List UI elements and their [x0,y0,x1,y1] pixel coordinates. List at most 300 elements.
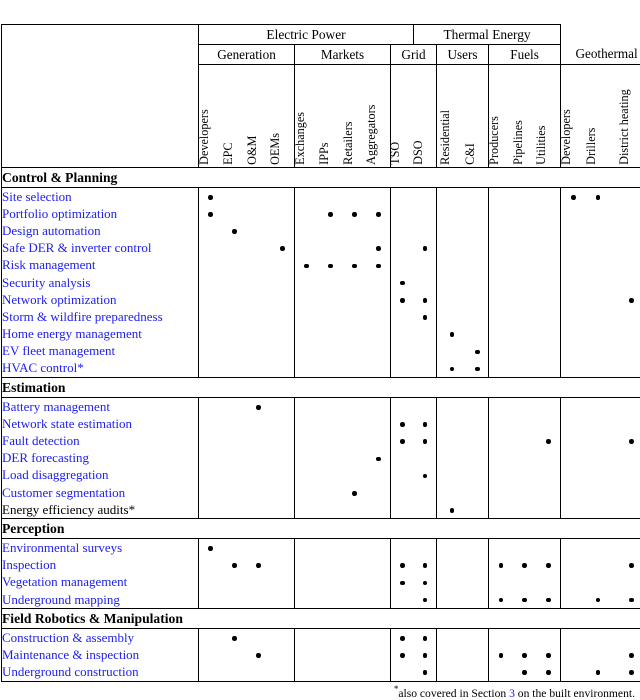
matrix-cell-empty [271,501,295,519]
matrix-cell-empty [489,188,513,206]
matrix-cell-empty [391,591,414,609]
matrix-cell-empty [611,467,640,484]
matrix-cell-marked [537,557,561,574]
matrix-cell-empty [247,360,271,378]
table-row [2,308,640,325]
matrix-cell-empty [586,450,611,467]
matrix-cell-marked [414,240,437,257]
matrix-cell-empty [513,398,537,416]
matrix-cell-empty [561,205,586,222]
section-title-perception: Perception [2,519,640,539]
matrix-cell-empty [295,432,319,449]
matrix-cell-empty [367,326,391,343]
matrix-cell-empty [561,274,586,291]
matrix-cell-empty [319,360,343,378]
matrix-cell-empty [271,415,295,432]
table-row [2,646,640,663]
column-header-label: Residential [439,110,452,165]
matrix-cell-marked [467,343,489,360]
matrix-cell-empty [343,629,367,647]
matrix-cell-empty [437,484,467,501]
matrix-cell-empty [247,257,271,274]
matrix-cell-empty [199,646,223,663]
dot-marker-icon [352,491,357,496]
column-header-label: O&M [246,136,259,165]
dot-marker-icon [499,563,504,568]
matrix-cell-empty [537,188,561,206]
dot-marker-icon [423,422,428,427]
matrix-cell-empty [467,188,489,206]
matrix-cell-empty [319,664,343,682]
row-label-hvac-control[interactable]: HVAC control* [2,360,199,378]
header-subgroup-users: Users [437,45,489,65]
dot-marker-icon [596,195,601,200]
row-label-portfolio-optimization[interactable]: Portfolio optimization [2,205,199,222]
matrix-cell-empty [295,240,319,257]
matrix-cell-empty [199,360,223,378]
matrix-cell-empty [223,257,247,274]
matrix-cell-marked [295,257,319,274]
dot-marker-icon [475,350,480,355]
row-label-network-state-estimation[interactable]: Network state estimation [2,415,199,432]
matrix-cell-empty [391,308,414,325]
matrix-cell-marked [414,629,437,647]
row-label-inspection[interactable]: Inspection [2,557,199,574]
matrix-cell-empty [467,398,489,416]
matrix-cell-empty [586,467,611,484]
matrix-cell-empty [271,591,295,609]
matrix-cell-empty [513,240,537,257]
matrix-cell-empty [467,308,489,325]
table-row [2,274,640,291]
header-subgroup-geothermal: Geothermal [561,45,640,65]
matrix-cell-empty [437,343,467,360]
section-header-row [2,378,640,398]
matrix-cell-empty [271,539,295,557]
matrix-cell-empty [199,557,223,574]
matrix-cell-marked [586,664,611,682]
matrix-cell-marked [611,646,640,663]
matrix-cell-empty [437,432,467,449]
matrix-cell-empty [223,291,247,308]
matrix-cell-empty [223,398,247,416]
matrix-cell-empty [247,240,271,257]
matrix-cell-marked [319,257,343,274]
matrix-cell-empty [295,664,319,682]
matrix-cell-empty [586,501,611,519]
matrix-cell-empty [343,274,367,291]
matrix-cell-empty [414,484,437,501]
dot-marker-icon [400,281,405,286]
matrix-cell-empty [611,539,640,557]
matrix-cell-empty [611,308,640,325]
matrix-cell-empty [437,240,467,257]
matrix-cell-empty [561,574,586,591]
matrix-cell-empty [295,205,319,222]
row-label-underground-construction[interactable]: Underground construction [2,664,199,682]
matrix-cell-empty [467,484,489,501]
header-corner-stub-3 [2,65,199,168]
matrix-cell-empty [223,274,247,291]
matrix-cell-empty [367,557,391,574]
matrix-cell-marked [391,629,414,647]
matrix-cell-empty [319,343,343,360]
matrix-cell-empty [513,629,537,647]
matrix-cell-empty [319,450,343,467]
matrix-cell-empty [437,398,467,416]
matrix-cell-empty [271,291,295,308]
matrix-cell-empty [199,240,223,257]
matrix-cell-empty [319,415,343,432]
header-subgroup-generation: Generation [199,45,295,65]
matrix-cell-empty [271,205,295,222]
dot-marker-icon [400,422,405,427]
matrix-cell-empty [295,501,319,519]
matrix-cell-empty [513,326,537,343]
matrix-cell-empty [343,291,367,308]
dot-marker-icon [629,439,634,444]
matrix-cell-empty [319,501,343,519]
row-label-safe-der-inverter-control[interactable]: Safe DER & inverter control [2,240,199,257]
dot-marker-icon [450,508,455,513]
row-label-underground-mapping[interactable]: Underground mapping [2,591,199,609]
matrix-cell-marked [343,205,367,222]
matrix-cell-empty [271,257,295,274]
matrix-cell-marked [467,360,489,378]
dot-marker-icon [546,670,551,675]
column-header-developers [199,65,223,168]
matrix-cell-empty [561,257,586,274]
matrix-cell-marked [537,664,561,682]
matrix-cell-empty [437,646,467,663]
dot-marker-icon [423,598,428,603]
matrix-cell-empty [561,450,586,467]
table-row [2,591,640,609]
matrix-cell-empty [561,557,586,574]
row-label-environmental-surveys[interactable]: Environmental surveys [2,539,199,557]
matrix-cell-empty [467,274,489,291]
matrix-cell-empty [199,274,223,291]
matrix-cell-empty [537,308,561,325]
matrix-cell-marked [611,557,640,574]
footnote-section-ref[interactable]: 3 [509,687,515,700]
matrix-cell-empty [489,467,513,484]
dot-marker-icon [423,298,428,303]
matrix-cell-empty [586,398,611,416]
row-label-construction-assembly[interactable]: Construction & assembly [2,629,199,647]
column-header-label: District heating [619,90,632,165]
matrix-cell-empty [611,484,640,501]
table-row [2,574,640,591]
matrix-cell-empty [343,501,367,519]
matrix-cell-marked [537,432,561,449]
matrix-cell-empty [437,274,467,291]
matrix-cell-marked [414,308,437,325]
column-header-label: Drillers [585,128,598,165]
matrix-cell-empty [295,484,319,501]
footnote-text-after: on the built environment. [515,687,635,700]
matrix-cell-empty [367,360,391,378]
row-label-home-energy-management[interactable]: Home energy management [2,326,199,343]
table-row [2,450,640,467]
matrix-cell-empty [561,629,586,647]
column-header-tso [391,65,414,168]
matrix-cell-empty [343,398,367,416]
matrix-cell-empty [561,308,586,325]
matrix-cell-empty [561,343,586,360]
matrix-cell-empty [537,484,561,501]
matrix-cell-empty [537,205,561,222]
matrix-cell-marked [537,591,561,609]
matrix-cell-empty [199,501,223,519]
matrix-cell-empty [247,664,271,682]
matrix-cell-marked [414,557,437,574]
matrix-cell-empty [437,591,467,609]
matrix-cell-empty [199,574,223,591]
matrix-cell-empty [247,291,271,308]
top-spacer [0,0,640,12]
dot-marker-icon [400,439,405,444]
table-row [2,360,640,378]
matrix-cell-marked [586,591,611,609]
matrix-cell-marked [561,188,586,206]
dot-marker-icon [304,264,309,269]
matrix-cell-empty [489,574,513,591]
header-rotated-row [2,65,640,168]
matrix-cell-empty [271,343,295,360]
matrix-cell-empty [391,326,414,343]
matrix-cell-empty [537,629,561,647]
matrix-cell-empty [561,501,586,519]
matrix-cell-empty [489,450,513,467]
matrix-cell-empty [489,664,513,682]
matrix-cell-marked [199,188,223,206]
matrix-cell-empty [343,222,367,239]
matrix-cell-empty [367,188,391,206]
matrix-cell-empty [467,326,489,343]
matrix-cell-empty [513,205,537,222]
matrix-cell-empty [513,539,537,557]
header-corner-stub [2,25,199,45]
matrix-cell-empty [537,343,561,360]
matrix-cell-empty [343,574,367,591]
dot-marker-icon [629,298,634,303]
matrix-cell-empty [537,274,561,291]
dot-marker-icon [208,195,213,200]
matrix-cell-empty [513,343,537,360]
matrix-cell-empty [586,343,611,360]
matrix-cell-empty [247,591,271,609]
matrix-cell-empty [271,326,295,343]
matrix-cell-empty [223,450,247,467]
matrix-cell-empty [467,557,489,574]
matrix-cell-empty [295,222,319,239]
matrix-cell-empty [223,326,247,343]
matrix-cell-empty [247,188,271,206]
matrix-cell-empty [513,257,537,274]
column-header-label: Developers [561,110,574,166]
matrix-cell-empty [343,646,367,663]
matrix-cell-empty [611,240,640,257]
dot-marker-icon [232,636,237,641]
matrix-cell-empty [437,257,467,274]
row-label-fault-detection[interactable]: Fault detection [2,432,199,449]
matrix-cell-empty [513,222,537,239]
matrix-cell-marked [367,205,391,222]
matrix-cell-empty [586,360,611,378]
matrix-cell-empty [437,291,467,308]
matrix-cell-empty [343,664,367,682]
matrix-cell-empty [586,574,611,591]
row-label-risk-management[interactable]: Risk management [2,257,199,274]
matrix-cell-empty [437,539,467,557]
matrix-cell-marked [247,557,271,574]
dot-marker-icon [522,670,527,675]
dot-marker-icon [400,563,405,568]
matrix-cell-empty [367,591,391,609]
matrix-cell-empty [391,222,414,239]
matrix-cell-empty [319,274,343,291]
matrix-cell-empty [271,557,295,574]
matrix-cell-marked [414,467,437,484]
matrix-cell-empty [489,415,513,432]
row-label-der-forecasting[interactable]: DER forecasting [2,450,199,467]
matrix-cell-marked [437,360,467,378]
matrix-cell-empty [537,222,561,239]
matrix-cell-empty [391,484,414,501]
matrix-cell-empty [467,467,489,484]
matrix-cell-empty [343,308,367,325]
matrix-cell-empty [467,646,489,663]
matrix-cell-empty [437,188,467,206]
column-header-retailers [343,65,367,168]
matrix-cell-empty [586,539,611,557]
matrix-cell-empty [247,222,271,239]
row-label-design-automation[interactable]: Design automation [2,222,199,239]
matrix-cell-empty [611,360,640,378]
matrix-cell-empty [343,240,367,257]
matrix-cell-empty [437,629,467,647]
dot-marker-icon [596,670,601,675]
matrix-cell-empty [367,308,391,325]
matrix-cell-empty [319,240,343,257]
matrix-cell-empty [513,291,537,308]
matrix-cell-empty [489,398,513,416]
table-footnote [1,682,639,700]
column-header-label: OEMs [269,133,282,165]
section-title-control-planning: Control & Planning [2,168,640,188]
matrix-cell-empty [343,467,367,484]
matrix-cell-empty [561,222,586,239]
dot-marker-icon [256,563,261,568]
matrix-cell-marked [414,646,437,663]
matrix-cell-empty [343,591,367,609]
matrix-cell-empty [223,539,247,557]
matrix-cell-empty [414,539,437,557]
row-label-ev-fleet-management[interactable]: EV fleet management [2,343,199,360]
matrix-cell-empty [319,591,343,609]
matrix-cell-empty [467,664,489,682]
matrix-cell-empty [586,415,611,432]
matrix-cell-empty [247,539,271,557]
matrix-cell-empty [319,432,343,449]
matrix-cell-empty [199,343,223,360]
matrix-cell-empty [271,360,295,378]
table-row [2,326,640,343]
capabilities-matrix-table [1,24,640,682]
row-label-site-selection[interactable]: Site selection [2,188,199,206]
matrix-cell-marked [223,629,247,647]
matrix-cell-empty [437,574,467,591]
matrix-cell-empty [391,360,414,378]
matrix-cell-empty [223,205,247,222]
matrix-cell-empty [414,398,437,416]
row-label-battery-management[interactable]: Battery management [2,398,199,416]
matrix-cell-empty [367,291,391,308]
matrix-cell-marked [247,398,271,416]
matrix-cell-marked [414,432,437,449]
matrix-cell-empty [489,274,513,291]
matrix-cell-empty [391,205,414,222]
matrix-cell-empty [295,188,319,206]
matrix-cell-empty [467,501,489,519]
row-label-maintenance-inspection[interactable]: Maintenance & inspection [2,646,199,663]
row-label-network-optimization[interactable]: Network optimization [2,291,199,308]
dot-marker-icon [475,367,480,372]
matrix-cell-empty [489,343,513,360]
row-label-load-disaggregation[interactable]: Load disaggregation [2,467,199,484]
row-label-customer-segmentation[interactable]: Customer segmentation [2,484,199,501]
table-row [2,240,640,257]
matrix-cell-empty [513,308,537,325]
header-subgroup-grid: Grid [391,45,437,65]
matrix-cell-empty [295,646,319,663]
matrix-cell-marked [513,591,537,609]
matrix-cell-empty [467,240,489,257]
row-label-storm-wildfire-preparedness[interactable]: Storm & wildfire preparedness [2,308,199,325]
matrix-cell-empty [611,326,640,343]
dot-marker-icon [328,264,333,269]
matrix-cell-empty [271,308,295,325]
matrix-cell-empty [391,343,414,360]
matrix-cell-empty [199,257,223,274]
matrix-cell-marked [367,240,391,257]
dot-marker-icon [376,264,381,269]
row-label-vegetation-management[interactable]: Vegetation management [2,574,199,591]
matrix-cell-empty [223,501,247,519]
footnote-star-marker: * [394,684,399,694]
table-row [2,188,640,206]
matrix-cell-empty [586,274,611,291]
matrix-cell-empty [414,257,437,274]
row-label-security-analysis[interactable]: Security analysis [2,274,199,291]
matrix-cell-empty [295,360,319,378]
column-header-label: Aggregators [365,105,378,165]
matrix-cell-empty [513,415,537,432]
table-row [2,205,640,222]
matrix-cell-empty [247,629,271,647]
matrix-cell-empty [295,557,319,574]
matrix-cell-empty [537,467,561,484]
section-title-estimation: Estimation [2,378,640,398]
matrix-cell-empty [414,343,437,360]
matrix-cell-empty [437,557,467,574]
matrix-cell-empty [561,326,586,343]
matrix-cell-empty [271,222,295,239]
matrix-cell-empty [467,591,489,609]
matrix-cell-marked [611,432,640,449]
matrix-cell-empty [391,240,414,257]
